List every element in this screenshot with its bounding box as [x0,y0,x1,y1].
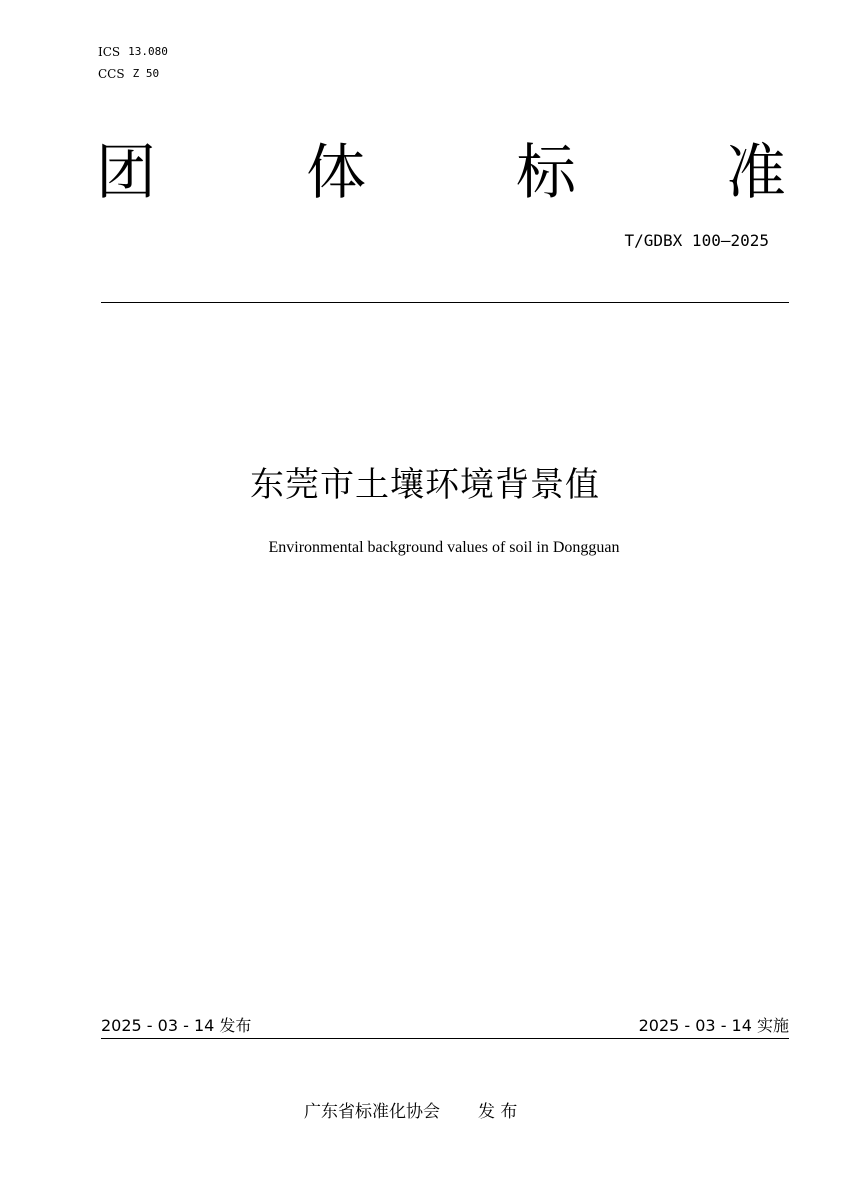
bottom-divider [101,1038,789,1039]
issue-date: 2025 - 03 - 14 发布 [101,1016,252,1035]
document-title: 东莞市土壤环境背景值 [250,465,600,505]
ics-label: ICS [98,45,121,59]
classification-codes [98,41,168,85]
ics-value: 13.080 [128,45,168,58]
publisher-action: 发 布 [478,1102,518,1122]
ccs-code [98,63,168,85]
ics-code [98,41,168,63]
document-title-english: Environmental background values of soil in Dongguan [268,539,620,556]
implementation-date: 2025 - 03 - 14 实施 [638,1016,789,1035]
publisher-line [304,1099,517,1125]
standard-type-heading [96,138,786,208]
standard-type-char: 团 [96,138,156,208]
standard-type-char: 体 [306,138,366,208]
ccs-value: Z 50 [132,67,160,80]
standard-type-char: 准 [726,138,786,208]
top-divider [101,302,789,303]
standard-number: T/GDBX 100—2025 [624,231,769,250]
publisher-name: 广东省标准化协会 [304,1102,440,1122]
standard-type-char: 标 [516,138,576,208]
ccs-label: CCS [98,67,125,81]
